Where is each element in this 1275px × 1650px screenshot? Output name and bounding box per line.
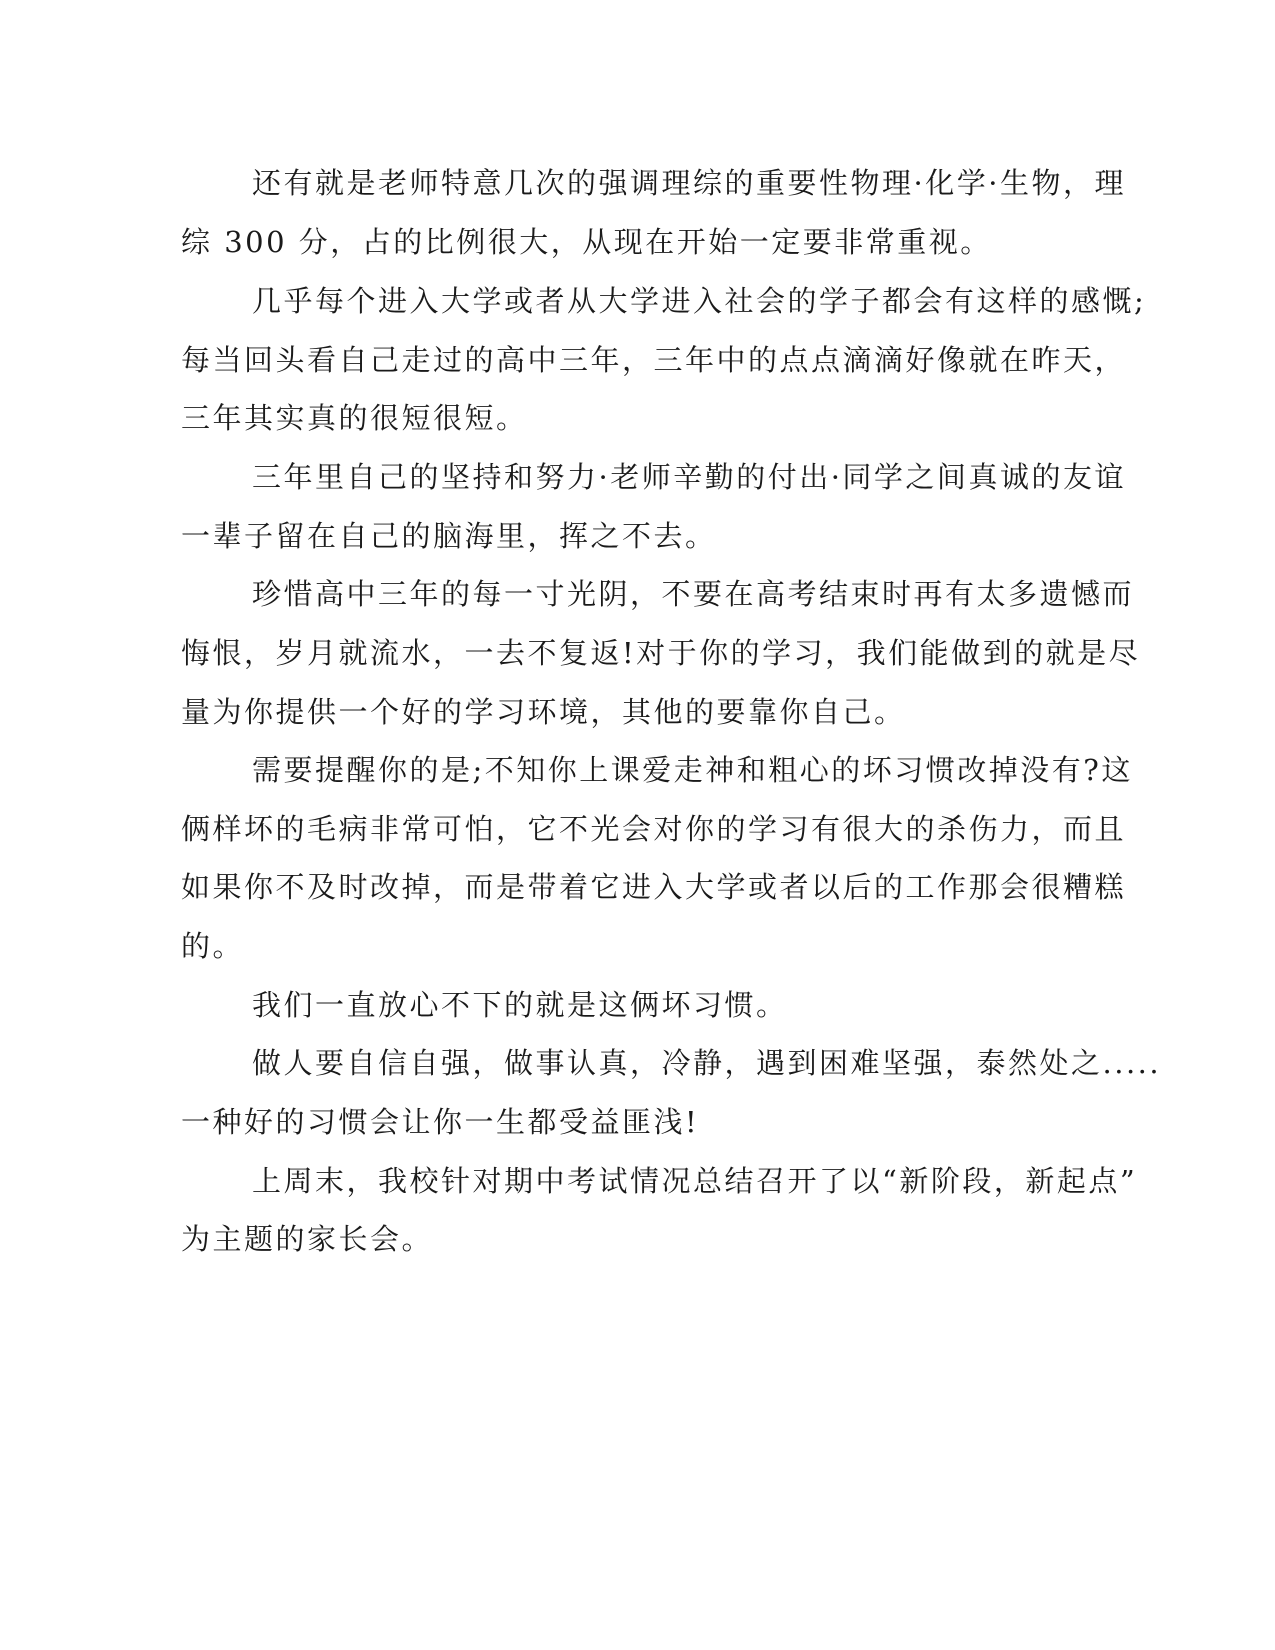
text-line: 上周末，我校针对期中考试情况总结召开了以“新阶段，新起点”: [252, 1164, 1138, 1198]
text-line: 我们一直放心不下的就是这俩坏习惯。: [252, 988, 788, 1022]
text-line: 每当回头看自己走过的高中三年，三年中的点点滴滴好像就在昨天，: [181, 343, 1127, 377]
text-line: 珍惜高中三年的每一寸光阴，不要在高考结束时再有太多遗憾而: [252, 577, 1135, 611]
text-line: 需要提醒你的是;不知你上课爱走神和粗心的坏习惯改掉没有?这: [252, 753, 1133, 787]
text-line: 三年其实真的很短很短。: [181, 401, 528, 435]
text-line: 综 300 分，占的比例很大，从现在开始一定要非常重视。: [181, 225, 992, 259]
text-line: 还有就是老师特意几次的强调理综的重要性物理·化学·生物，理: [252, 166, 1126, 200]
text-line: 俩样坏的毛病非常可怕，它不光会对你的学习有很大的杀伤力，而且: [181, 812, 1127, 846]
text-line: 几乎每个进入大学或者从大学进入社会的学子都会有这样的感慨;: [252, 284, 1147, 318]
text-line: 一辈子留在自己的脑海里，挥之不去。: [181, 519, 717, 553]
text-line: 的。: [181, 929, 245, 963]
text-line: 做人要自信自强，做事认真，冷静，遇到困难坚强，泰然处之.....: [252, 1046, 1162, 1080]
text-line: 量为你提供一个好的学习环境，其他的要靠你自己。: [181, 695, 906, 729]
text-line: 为主题的家长会。: [181, 1222, 434, 1256]
text-line: 一种好的习惯会让你一生都受益匪浅!: [181, 1105, 700, 1139]
text-line: 悔恨，岁月就流水，一去不复返!对于你的学习，我们能做到的就是尽: [181, 636, 1141, 670]
text-line: 如果你不及时改掉，而是带着它进入大学或者以后的工作那会很糟糕: [181, 870, 1127, 904]
text-line: 三年里自己的坚持和努力·老师辛勤的付出·同学之间真诚的友谊: [252, 460, 1126, 494]
